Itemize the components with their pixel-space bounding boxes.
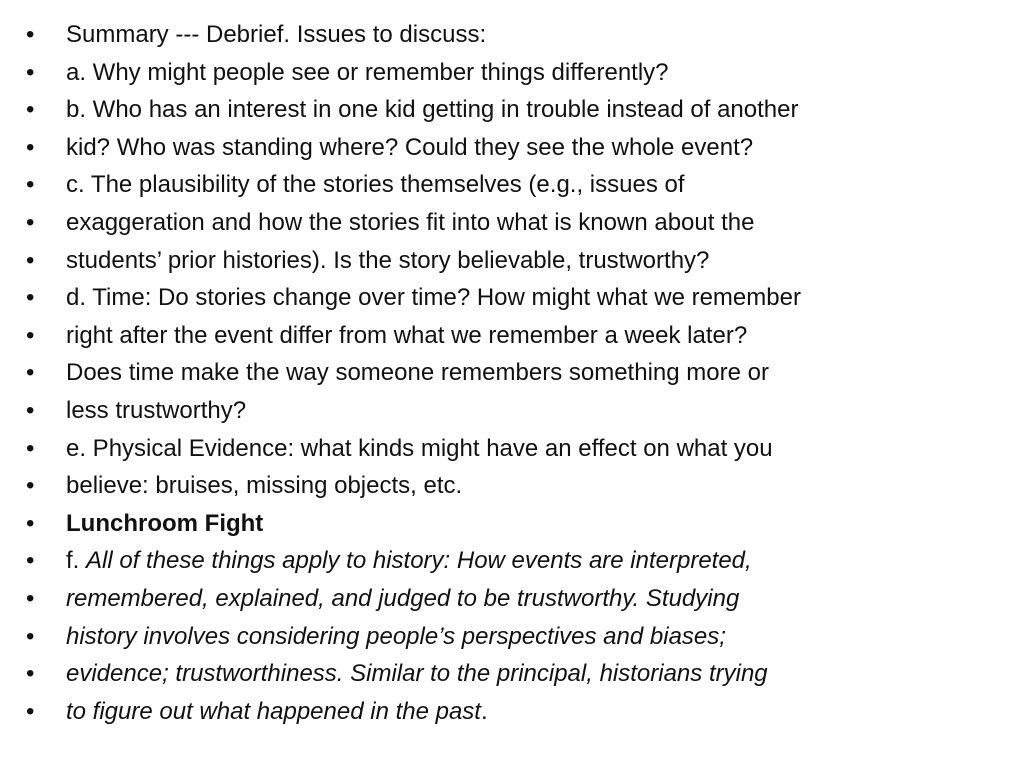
bullet-line [26,129,1006,167]
bullet-text [66,204,754,242]
bullet-dot-icon: • [26,284,35,312]
bullet-line [26,354,1006,392]
text-segment: a. Why might people see or remember things differently? [66,58,669,86]
text-segment: to figure out what happened in the past [66,697,481,725]
bullet-line [26,618,1006,656]
bullet-text [66,618,726,656]
bullet-text [66,467,462,505]
bullet-dot-icon: • [26,246,35,274]
bullet-line [26,91,1006,129]
bullet-text [66,16,486,54]
bullet-dot-icon: • [26,96,35,124]
bullet-text [66,317,747,355]
bullet-dot-icon: • [26,584,35,612]
bullet-dot-icon: • [26,359,35,387]
text-segment: Lunchroom Fight [66,509,264,537]
text-segment: remembered, explained, and judged to be trustworthy. Studying [66,584,740,612]
bullet-text [66,580,739,618]
bullet-dot-icon: • [26,58,35,86]
bullet-list [26,16,1006,730]
text-segment: less trustworthy? [66,396,247,424]
text-segment: All of these things apply to history: How events are interpreted, [86,547,752,575]
bullet-dot-icon: • [26,171,35,199]
bullet-line [26,580,1006,618]
text-segment: believe: bruises, missing objects, etc. [66,472,463,500]
bullet-line [26,392,1006,430]
bullet-dot-icon: • [26,547,35,575]
text-segment: kid? Who was standing where? Could they see the whole event? [66,133,754,161]
bullet-line [26,542,1006,580]
bullet-text [66,166,685,204]
bullet-text [66,54,669,92]
bullet-dot-icon: • [26,396,35,424]
bullet-line [26,16,1006,54]
bullet-text [66,129,753,167]
text-segment: d. Time: Do stories change over time? How might what we remember [66,284,801,312]
text-segment: evidence; trustworthiness. Similar to the principal, historians trying [66,660,768,688]
bullet-line [26,166,1006,204]
bullet-line [26,693,1006,731]
bullet-text [66,655,768,693]
text-segment: history involves considering people’s perspectives and biases; [66,622,726,650]
bullet-line [26,317,1006,355]
bullet-dot-icon: • [26,133,35,161]
bullet-text [66,505,263,543]
bullet-text [66,242,709,280]
bullet-dot-icon: • [26,21,35,48]
text-segment: right after the event differ from what we remember a week later? [66,321,748,349]
bullet-line [26,54,1006,92]
bullet-line [26,279,1006,317]
bullet-dot-icon: • [26,321,35,349]
bullet-dot-icon: • [26,208,35,236]
bullet-dot-icon: • [26,660,35,688]
text-segment: Does time make the way someone remembers something more or [66,359,769,387]
bullet-line [26,242,1006,280]
bullet-text [66,430,773,468]
text-segment: e. Physical Evidence: what kinds might have an effect on what you [66,434,773,462]
bullet-text [66,392,246,430]
bullet-dot-icon: • [26,697,35,725]
bullet-text [66,279,801,317]
text-segment: b. Who has an interest in one kid getting in trouble instead of another [66,96,799,124]
text-segment: exaggeration and how the stories fit into what is known about the [66,208,755,236]
bullet-text [66,354,769,392]
bullet-line [26,430,1006,468]
bullet-line [26,204,1006,242]
bullet-line [26,467,1006,505]
text-segment: Summary --- Debrief. Issues to discuss: [66,21,487,48]
bullet-dot-icon: • [26,472,35,500]
text-segment: f. [66,547,87,575]
bullet-dot-icon: • [26,622,35,650]
text-segment: c. The plausibility of the stories themselves (e.g., issues of [66,171,685,199]
bullet-text [66,542,752,580]
bullet-dot-icon: • [26,509,35,537]
bullet-dot-icon: • [26,434,35,462]
text-segment: . [480,697,488,725]
bullet-line [26,505,1006,543]
text-segment: students’ prior histories). Is the story believable, trustworthy? [66,246,710,274]
bullet-text [66,693,488,731]
bullet-line [26,655,1006,693]
bullet-text [66,91,798,129]
